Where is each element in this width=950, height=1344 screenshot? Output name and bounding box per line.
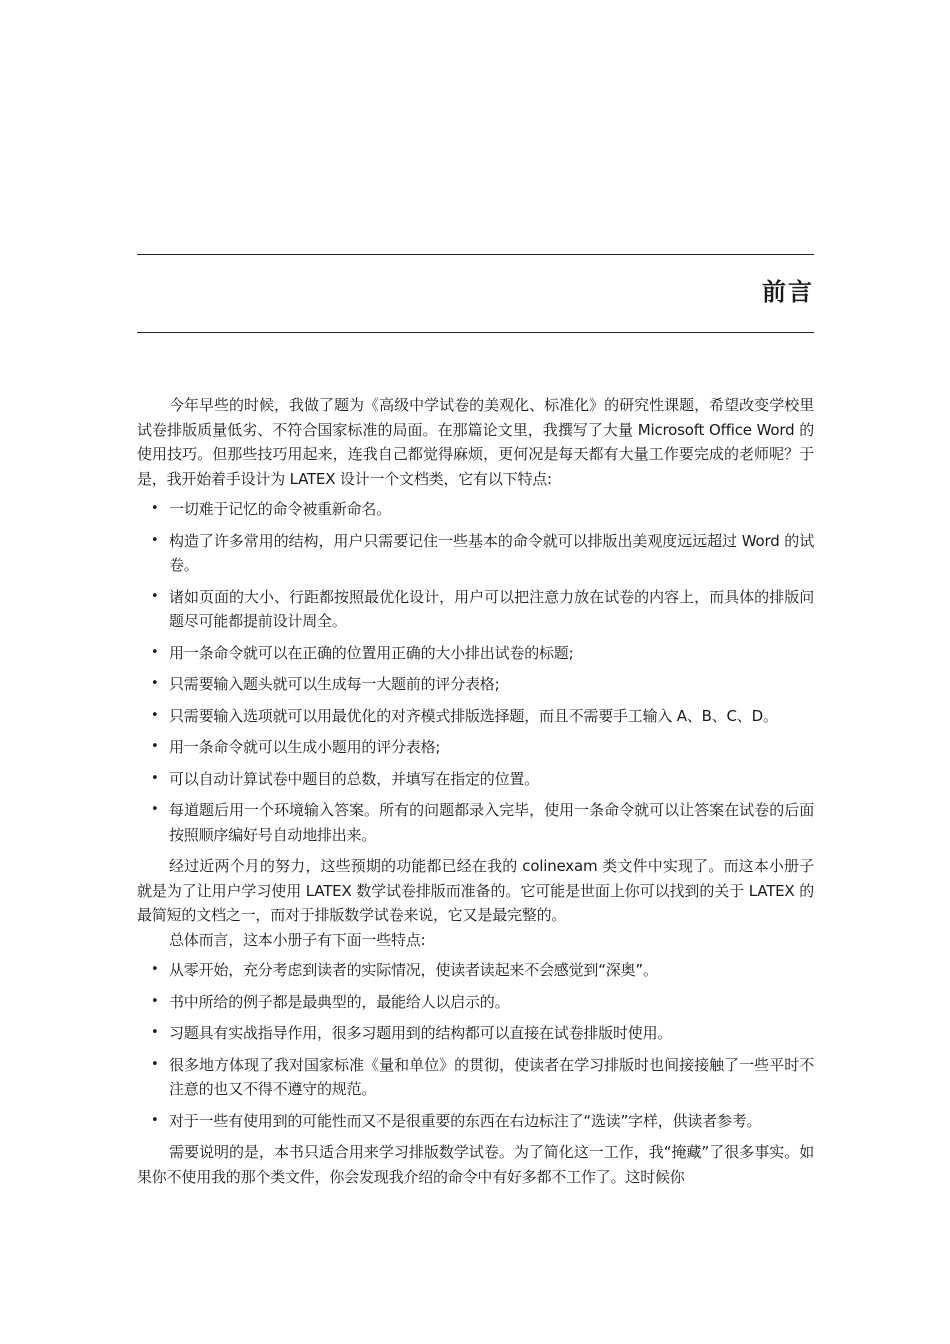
bullet-icon: • <box>151 588 159 604</box>
highlight-list <box>137 958 814 1133</box>
list-item: • 可以自动计算试卷中题目的总数，并填写在指定的位置。 <box>137 767 814 792</box>
bullet-icon: • <box>151 1112 159 1128</box>
list-item: • 一切难于记忆的命令被重新命名。 <box>137 497 814 522</box>
chapter-title: 前言 <box>762 278 814 306</box>
bullet-icon: • <box>151 707 159 723</box>
list-item: • 每道题后用一个环境输入答案。所有的问题都录入完毕，使用一条命令就可以让答案在试卷的后面按照顺序编好号自动地排出来。 <box>137 798 814 847</box>
list-item: • 用一条命令就可以生成小题用的评分表格; <box>137 735 814 760</box>
list-item: • 对于一些有使用到的可能性而又不是很重要的东西在右边标注了“选读”字样，供读者参考。 <box>137 1109 814 1134</box>
chapter-bottom-rule <box>137 332 814 333</box>
bullet-icon: • <box>151 532 159 548</box>
page <box>137 0 814 1344</box>
bullet-icon: • <box>151 993 159 1009</box>
paragraph-intro: 今年早些的时候，我做了题为《高级中学试卷的美观化、标准化》的研究性课题，希望改变学校里试卷排版质量低劣、不符合国家标准的局面。在那篇论文里，我撰写了大量 Microsoft Office Word 的使用技巧。但那些技巧用起来，连我自己都觉得麻烦，更何况是每天都有大量工作要完成的老师呢？于是，我开始着手设计为 LATEX 设计一个文档类，它有以下特点: <box>137 396 814 488</box>
bullet-icon: • <box>151 962 159 977</box>
list-item: • 从零开始，充分考虑到读者的实际情况，使读者读起来不会感觉到“深奥”。 <box>137 958 814 983</box>
list-item: • 只需要输入选项就可以用最优化的对齐模式排版选择题，而且不需要手工输入 A、B、C、D。 <box>137 704 814 729</box>
bullet-icon: • <box>151 644 159 660</box>
list-item: • 只需要输入题头就可以生成每一大题前的评分表格; <box>137 672 814 697</box>
list-item: • 用一条命令就可以在正确的位置用正确的大小排出试卷的标题; <box>137 641 814 666</box>
bullet-icon: • <box>151 1025 159 1040</box>
paragraph-closing: 需要说明的是，本书只适合用来学习排版数学试卷。为了简化这一工作，我“掩藏”了很多事实。如果你不使用我的那个类文件，你会发现我介绍的命令中有好多都不工作了。这时候你 <box>137 1143 814 1186</box>
bullet-icon: • <box>151 1056 159 1072</box>
paragraph-progress: 经过近两个月的努力，这些预期的功能都已经在我的 colinexam 类文件中实现了。而这本小册子就是为了让用户学习使用 LATEX 数学试卷排版而准备的。它可能是世面上你可以找到的关于 LATEX 的最简短的文档之一，而对于排版数学试卷来说，它又是最完整的。 <box>137 857 814 924</box>
bullet-icon: • <box>151 501 159 516</box>
bullet-icon: • <box>151 802 159 817</box>
bullet-icon: • <box>151 739 159 754</box>
paragraph-summary-lead: 总体而言，这本小册子有下面一些特点: <box>169 930 426 949</box>
list-item: • 书中所给的例子都是最典型的，最能给人以启示的。 <box>137 990 814 1015</box>
list-item: • 诸如页面的大小、行距都按照最优化设计，用户可以把注意力放在试卷的内容上，而具体的排版问题尽可能都提前设计周全。 <box>137 585 814 634</box>
list-item: • 很多地方体现了我对国家标准《量和单位》的贯彻，使读者在学习排版时也间接接触了一些平时不注意的也又不得不遵守的规范。 <box>137 1053 814 1102</box>
bullet-icon: • <box>151 770 159 786</box>
list-item: • 习题具有实战指导作用，很多习题用到的结构都可以直接在试卷排版时使用。 <box>137 1021 814 1046</box>
preface-body <box>137 393 814 1189</box>
list-item: • 构造了许多常用的结构，用户只需要记住一些基本的命令就可以排版出美观度远远超过 Word 的试卷。 <box>137 529 814 578</box>
feature-list <box>137 497 814 847</box>
chapter-top-rule <box>137 254 814 255</box>
bullet-icon: • <box>151 676 159 691</box>
